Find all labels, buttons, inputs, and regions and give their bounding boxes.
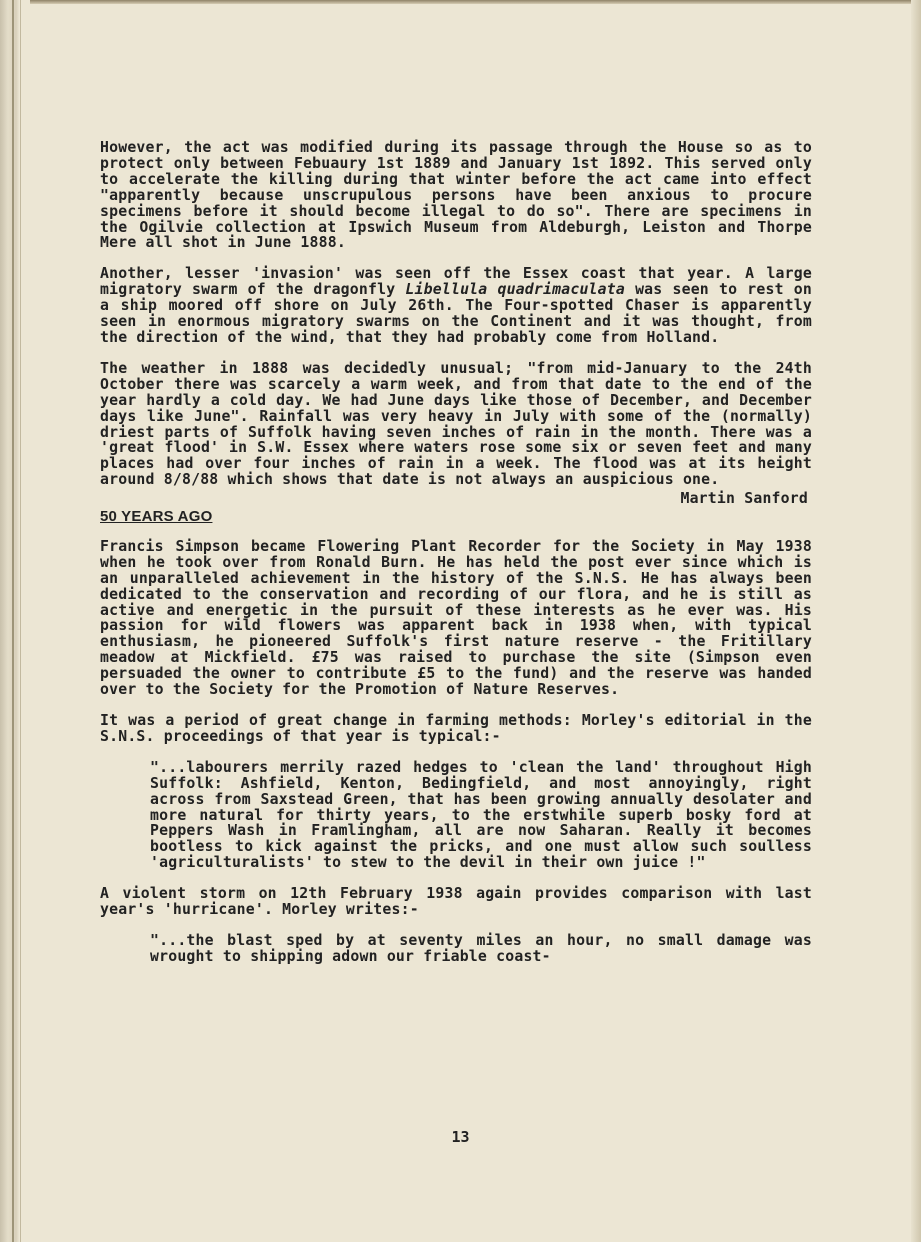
paragraph-storm: A violent storm on 12th February 1938 again provides comparison with last year's 'hurricane'. Morley writes:- bbox=[100, 885, 812, 919]
author-signature: Martin Sanford bbox=[680, 490, 808, 508]
paragraph-weather: The weather in 1888 was decidedly unusual; "from mid-January to the 24th October there was scarcely a warm week, and from that date to the end of the year hardly a cold day. We had June days like those of December, and December days like June". Rainfall was very heavy in July with some of the (normally) driest parts of Suffolk having seven inches of rain in the month. There was a 'great flood' in S.W. Essex where waters rose some six or seven feet and many places had over four inches of rain in a week. The flood was at its height around 8/8/88 which shows that date is not always an auspicious one. bbox=[100, 359, 812, 489]
quote-labourers: "...labourers merrily razed hedges to 'clean the land' throughout High Suffolk: Ashfield, Kenton, Bedingfield, and most annoyingly, right across from Saxstead Green, that has been growing annually desolater and more natural for thirty years, to the erstwhile superb bosky ford at Peppers Wash in Framlingham, all are now Saharan. Really it becomes bootless to kick against the pricks, and one must allow such soulless 'agriculturalists' to stew to the devil in their own juice !" bbox=[150, 758, 812, 872]
page-right-edge bbox=[911, 0, 921, 1242]
invasion-text-after: was seen to rest on a ship moored off shore on July 26th. The Four-spotted Chaser is apparently seen in enormous migratory swarms on the Continent and it was thought, from the direction of the wind, that they had probably come from Holland. bbox=[100, 281, 812, 346]
quote-blast: "...the blast sped by at seventy miles an hour, no small damage was wrought to shipping adown our friable coast- bbox=[150, 931, 812, 965]
paragraph-farming: It was a period of great change in farming methods: Morley's editorial in the S.N.S. proceedings of that year is typical:- bbox=[100, 712, 812, 745]
paragraph-invasion bbox=[100, 266, 812, 346]
page-number: 13 bbox=[451, 1128, 470, 1146]
paragraph-simpson: Francis Simpson became Flowering Plant Recorder for the Society in May 1938 when he took over from Ronald Burn. He has held the post ever since which is an unparalleled achievement in the history of the S.N.S. He has always been dedicated to the conservation and recording of our flora, and he is still as active and energetic in the pursuit of these interests as he ever was. His passion for wild flowers was apparent back in 1938 when, with typical enthusiasm, he pioneered Suffolk's first nature reserve - the Fritillary meadow at Mickfield. £75 was raised to purchase the site (Simpson even persuaded the owner to contribute £5 to the fund) and the reserve was handed over to the Society for the Promotion of Nature Reserves. bbox=[100, 537, 812, 699]
page-top-edge bbox=[30, 0, 921, 4]
binding-line bbox=[12, 0, 14, 1242]
species-name: Libellula quadrimaculata bbox=[405, 281, 625, 299]
section-heading: 50 YEARS AGO bbox=[100, 508, 213, 526]
paragraph-act-modified: However, the act was modified during its passage through the House so as to protect only between Febuaury 1st 1889 and January 1st 1892. This served only to accelerate the killing during that winter before the act came into effect "apparently because unscrupulous persons have been anxious to procure specimens before it should become illegal to do so". There are specimens in the Ogilvie collection at Ipswich Museum from Aldeburgh, Leiston and Thorpe Mere all shot in June 1888. bbox=[100, 139, 812, 252]
page-binding bbox=[0, 0, 21, 1242]
article-body bbox=[100, 140, 812, 980]
invasion-text-before: Another, lesser 'invasion' was seen off the Essex coast that year. A large migratory swarm of the dragonfly bbox=[100, 265, 812, 299]
